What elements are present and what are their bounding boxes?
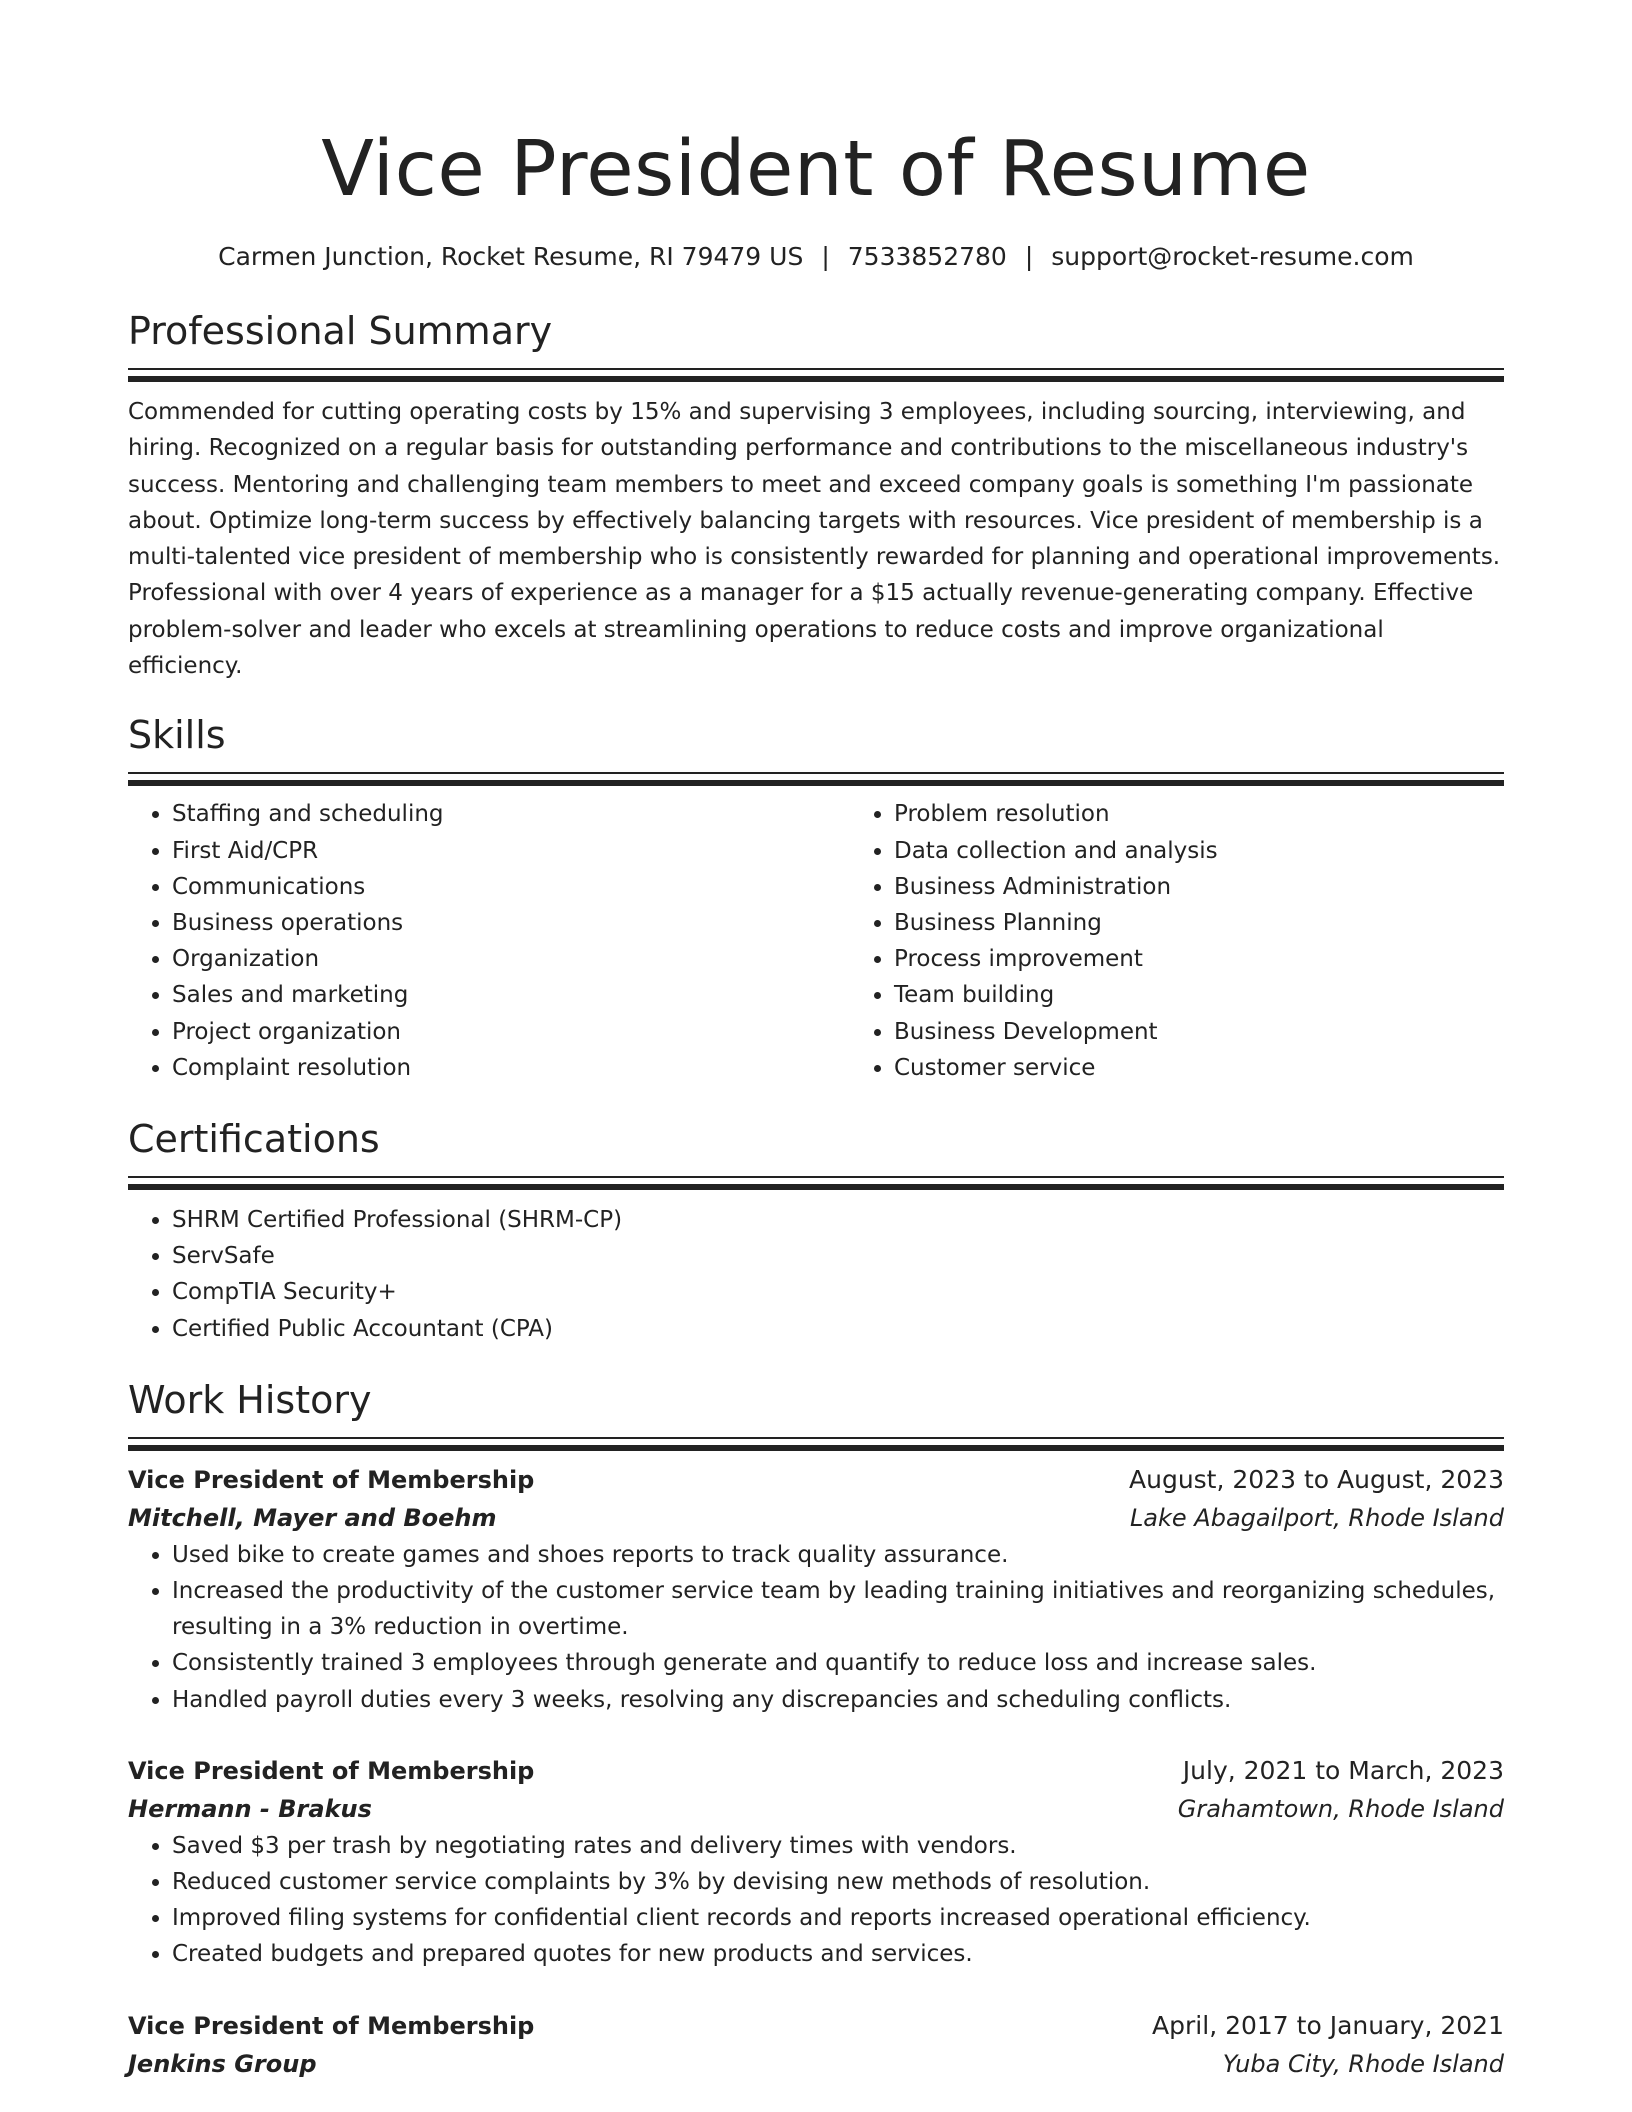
skill-item: • Organization bbox=[172, 941, 850, 977]
job-bullets bbox=[128, 1828, 1504, 1973]
section-title-certifications: Certifications bbox=[128, 1117, 380, 1161]
certification-item: • SHRM Certified Professional (SHRM-CP) bbox=[172, 1202, 1504, 1238]
job-entry bbox=[128, 1461, 1504, 1718]
skills-grid bbox=[128, 796, 1504, 1086]
job-bullet: • Consistently trained 3 employees through generate and quantify to reduce loss and increase sales. bbox=[172, 1645, 1504, 1681]
contact-separator: | bbox=[821, 242, 830, 271]
resume-page bbox=[128, 0, 1504, 2083]
job-entry bbox=[128, 2007, 1504, 2083]
job-company: Mitchell, Mayer and Boehm bbox=[128, 1503, 497, 1532]
skill-item: • Sales and marketing bbox=[172, 977, 850, 1013]
job-bullet: • Reduced customer service complaints by 3% by devising new methods of resolution. bbox=[172, 1864, 1504, 1900]
job-location: Grahamtown, Rhode Island bbox=[1177, 1794, 1504, 1823]
skill-item: • Problem resolution bbox=[894, 796, 1572, 832]
skill-item: • Project organization bbox=[172, 1014, 850, 1050]
skill-item: • Process improvement bbox=[894, 941, 1572, 977]
section-divider bbox=[128, 1437, 1504, 1451]
job-header bbox=[128, 1461, 1504, 1499]
job-bullets bbox=[128, 1537, 1504, 1718]
job-company: Jenkins Group bbox=[128, 2049, 317, 2078]
contact-separator: | bbox=[1024, 242, 1034, 271]
section-title-summary: Professional Summary bbox=[128, 309, 553, 353]
certification-item: • CompTIA Security+ bbox=[172, 1274, 1504, 1310]
job-dates: April, 2017 to January, 2021 bbox=[1152, 2010, 1504, 2040]
section-divider bbox=[128, 368, 1504, 382]
resume-header bbox=[128, 120, 1504, 274]
job-dates: August, 2023 to August, 2023 bbox=[1129, 1464, 1504, 1494]
section-divider bbox=[128, 1176, 1504, 1190]
skill-item: • Staffing and scheduling bbox=[172, 796, 850, 832]
job-title: Vice President of Membership bbox=[128, 2011, 535, 2040]
skill-item: • Data collection and analysis bbox=[894, 833, 1572, 869]
candidate-name: Vice President of Resume bbox=[321, 125, 1311, 214]
job-header bbox=[128, 1752, 1504, 1790]
contact-address: Carmen Junction, Rocket Resume, RI 79479 US bbox=[218, 242, 804, 271]
skill-item: • First Aid/CPR bbox=[172, 833, 850, 869]
skills-list-right bbox=[850, 796, 1572, 1086]
job-subheader bbox=[128, 1790, 1504, 1828]
skill-item: • Business Planning bbox=[894, 905, 1572, 941]
skills-list-left bbox=[128, 796, 850, 1086]
work-history-section bbox=[128, 1375, 1504, 2083]
job-bullet: • Increased the productivity of the customer service team by leading training initiatives and reorganizing schedules, resulting in a 3% reduction in overtime. bbox=[172, 1573, 1504, 1645]
summary-text: Commended for cutting operating costs by 15% and supervising 3 employees, including sourcing, interviewing, and hiring. Recognized on a regular basis for outstanding performance and contributions to the miscellaneous industry's success. Mentoring and challenging team members to meet and exceed company goals is something I'm passionate about. Optimize long-term success by effectively balancing targets with resources. Vice president of membership is a multi-talented vice president of membership who is consistently rewarded for planning and operational improvements. Professional with over 4 years of experience as a manager for a $15 actually revenue-generating company. Effective problem-solver and leader who excels at streamlining operations to reduce costs and improve organizational efficiency. bbox=[128, 399, 1501, 680]
certification-item: • ServSafe bbox=[172, 1238, 1504, 1274]
section-title-work-history: Work History bbox=[128, 1377, 372, 1422]
certification-item: • Certified Public Accountant (CPA) bbox=[172, 1311, 1504, 1347]
job-dates: July, 2021 to March, 2023 bbox=[1182, 1755, 1504, 1785]
skills-section bbox=[128, 710, 1504, 1086]
section-divider bbox=[128, 772, 1504, 786]
skill-item: • Business Development bbox=[894, 1014, 1572, 1050]
job-subheader bbox=[128, 2045, 1504, 2083]
skill-item: • Business Administration bbox=[894, 869, 1572, 905]
job-header bbox=[128, 2007, 1504, 2045]
skill-item: • Complaint resolution bbox=[172, 1050, 850, 1086]
job-bullet: • Used bike to create games and shoes reports to track quality assurance. bbox=[172, 1537, 1504, 1573]
job-title: Vice President of Membership bbox=[128, 1465, 535, 1494]
certifications-list bbox=[128, 1202, 1504, 1347]
skill-item: • Team building bbox=[894, 977, 1572, 1013]
certifications-section bbox=[128, 1114, 1504, 1347]
skill-item: • Customer service bbox=[894, 1050, 1572, 1086]
job-bullet: • Handled payroll duties every 3 weeks, resolving any discrepancies and scheduling conflicts. bbox=[172, 1682, 1504, 1718]
job-bullet: • Saved $3 per trash by negotiating rates and delivery times with vendors. bbox=[172, 1828, 1504, 1864]
summary-section bbox=[128, 306, 1504, 684]
skill-item: • Business operations bbox=[172, 905, 850, 941]
job-company: Hermann - Brakus bbox=[128, 1794, 372, 1823]
job-bullet: • Improved filing systems for confidential client records and reports increased operational efficiency. bbox=[172, 1900, 1504, 1936]
job-entry bbox=[128, 1752, 1504, 1973]
contact-email: support@rocket-resume.com bbox=[1051, 242, 1414, 271]
job-location: Lake Abagailport, Rhode Island bbox=[1129, 1503, 1504, 1532]
job-title: Vice President of Membership bbox=[128, 1756, 535, 1785]
job-subheader bbox=[128, 1499, 1504, 1537]
job-bullet: • Created budgets and prepared quotes for new products and services. bbox=[172, 1936, 1504, 1972]
contact-phone: 7533852780 bbox=[847, 242, 1007, 271]
job-location: Yuba City, Rhode Island bbox=[1222, 2049, 1504, 2078]
contact-line bbox=[128, 240, 1504, 274]
skill-item: • Communications bbox=[172, 869, 850, 905]
section-title-skills: Skills bbox=[128, 713, 226, 758]
